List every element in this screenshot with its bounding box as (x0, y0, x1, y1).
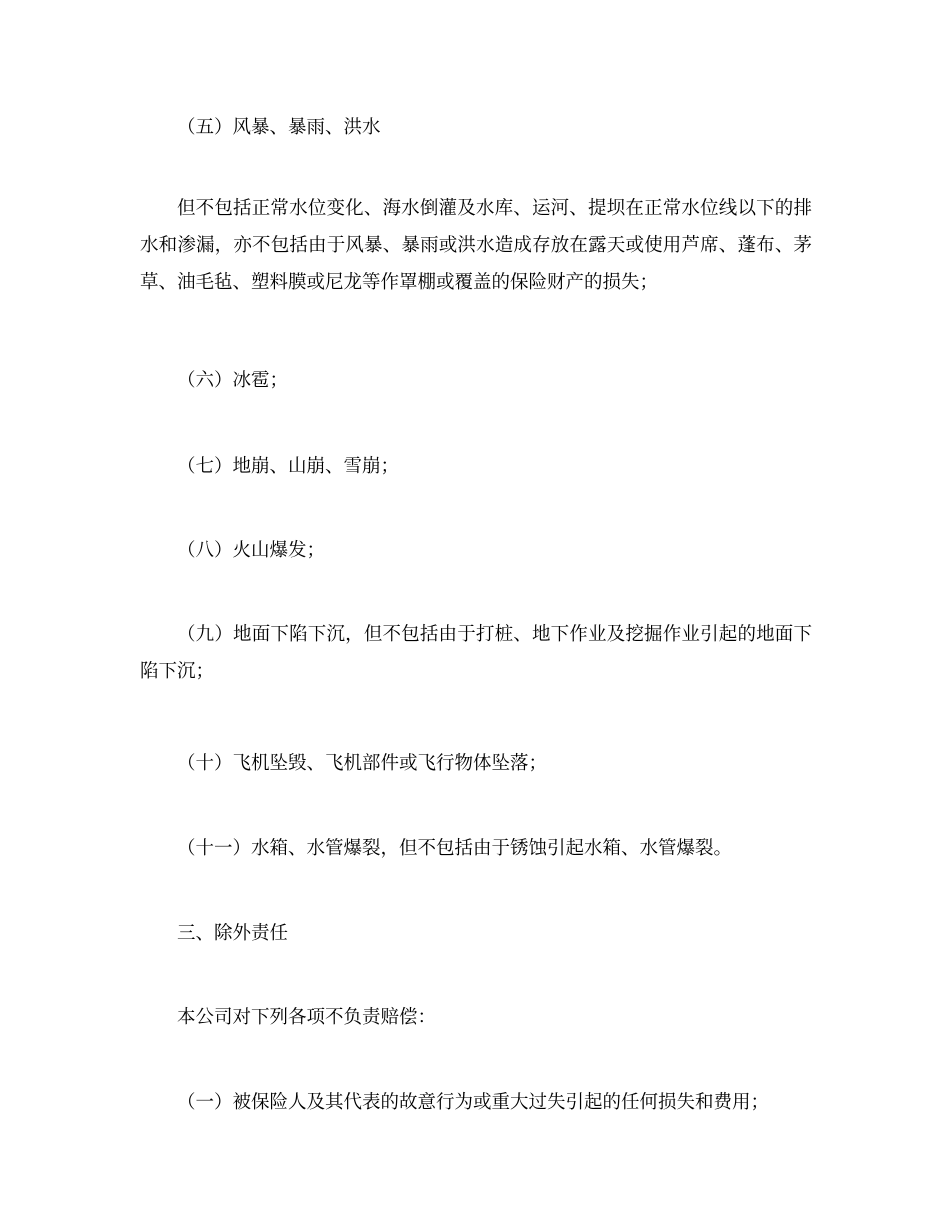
exclusion-intro: 本公司对下列各项不负责赔偿： (177, 1007, 437, 1028)
exclusion-1: （一）被保险人及其代表的故意行为或重大过失引起的任何损失和费用； (177, 1092, 770, 1113)
clause-6: （六）冰雹； (177, 370, 289, 391)
clause-8: （八）火山爆发； (177, 540, 326, 561)
clause-11: （十一）水箱、水管爆裂，但不包括由于锈蚀引起水箱、水管爆裂。 (177, 838, 733, 859)
section-3-heading: 三、除外责任 (177, 923, 289, 944)
clause-5-exclusion: 但不包括正常水位变化、海水倒灌及水库、运河、提坝在正常水位线以下的排水和渗漏，亦不包括由于风暴、暴雨或洪水造成存放在露天或使用芦席、蓬布、茅草、油毛毡、塑料膜或尼龙等作罩棚或覆盖的保险财产的损失； (140, 198, 812, 293)
clause-5-heading: （五）风暴、暴雨、洪水 (177, 117, 381, 138)
clause-9: （九）地面下陷下沉，但不包括由于打桩、地下作业及挖掘作业引起的地面下陷下沉； (140, 624, 812, 682)
clause-10: （十）飞机坠毁、飞机部件或飞行物体坠落； (177, 753, 548, 774)
clause-7: （七）地崩、山崩、雪崩； (177, 456, 400, 477)
